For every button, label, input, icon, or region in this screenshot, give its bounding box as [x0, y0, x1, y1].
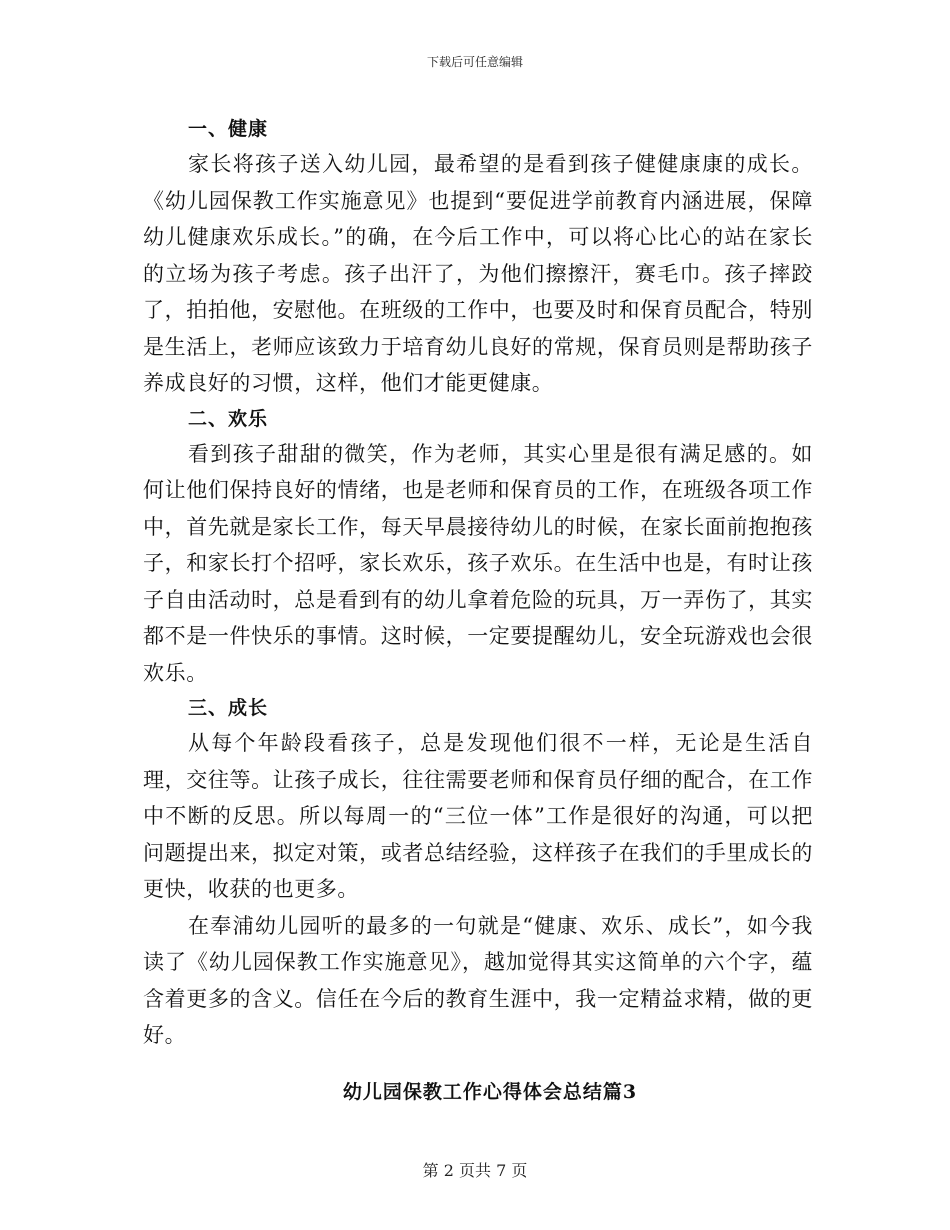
- next-section-title: 幼儿园保教工作心得体会总结篇3: [342, 1081, 638, 1103]
- document-body: [143, 112, 813, 1054]
- page-number: 第 2 页共 7 页: [422, 1161, 528, 1180]
- page-header-note: 下载后可任意编辑: [426, 55, 523, 69]
- section-heading-health: 一、健康: [188, 118, 269, 140]
- section-heading-joy: 二、欢乐: [188, 407, 269, 430]
- section-paragraph-joy: 看到孩子甜甜的微笑，作为老师，其实心里是很有满足感的。如何让他们保持良好的情绪，也是老师和保育员的工作，在班级各项工作中，首先就是家长工作，每天早晨接待幼儿的时候，在家长面前抱抱孩子，和家长打个招呼，家长欢乐，孩子欢乐。在生活中也是，有时让孩子自由活动时，总是看到有的幼儿拿着危险的玩具，万一弄伤了，其实都不是一件快乐的事情。这时候，一定要提醒幼儿，安全玩游戏也会很欢乐。: [143, 441, 813, 685]
- section-heading-growth: 三、成长: [188, 697, 269, 719]
- closing-paragraph: 在奉浦幼儿园听的最多的一句就是“健康、欢乐、成长”，如今我读了《幼儿园保教工作实施意见》，越加觉得其实这简单的六个字，蕴含着更多的含义。信任在今后的教育生涯中，我一定精益求精，做的更好。: [143, 913, 813, 1047]
- section-paragraph-growth: 从每个年龄段看孩子，总是发现他们很不一样，无论是生活自理，交往等。让孩子成长，往往需要老师和保育员仔细的配合，在工作中不断的反思。所以每周一的“三位一体”工作是很好的沟通，可以把问题提出来，拟定对策，或者总结经验，这样孩子在我们的手里成长的更快，收获的也更多。: [143, 731, 813, 901]
- section-paragraph-health: 家长将孩子送入幼儿园，最希望的是看到孩子健健康康的成长。《幼儿园保教工作实施意见》也提到“要促进学前教育内涵进展，保障幼儿健康欢乐成长。”的确，在今后工作中，可以将心比心的站在家长的立场为孩子考虑。孩子出汗了，为他们擦擦汗，赛毛巾。孩子摔跤了，拍拍他，安慰他。在班级的工作中，也要及时和保育员配合，特别是生活上，老师应该致力于培育幼儿良好的常规，保育员则是帮助孩子养成良好的习惯，这样，他们才能更健康。: [143, 152, 813, 395]
